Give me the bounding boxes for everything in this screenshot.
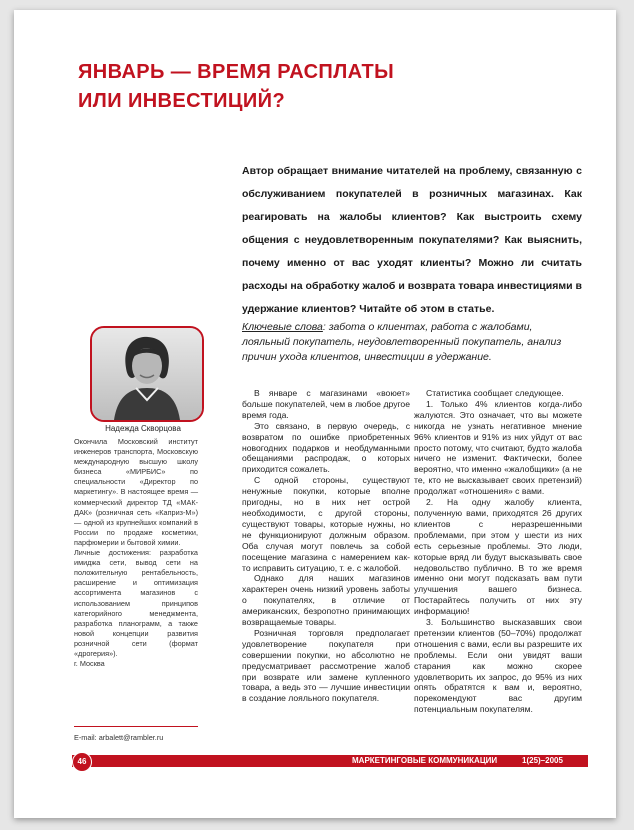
author-bio-education: Окончила Московский институт инженеров транспорта, Московскую международную высшую школу бизнеса «МИРБИС» по специальности «Директор по маркетингу». В настоящее время — коммерческий директор ТД «МАК-ДАК» (розничная сеть «Каприз-М») — одной из крупнейших компаний в России по продаже косметики, парфюмерии и бытовой химии.: [74, 437, 198, 547]
magazine-page: [14, 10, 616, 818]
column-1-paragraph: В январе с магазинами «воюет» больше покупателей, чем в любое другое время года.: [242, 388, 410, 420]
author-name: Надежда Скворцова: [105, 424, 181, 433]
column-1-paragraph: С одной стороны, существуют ненужные покупки, которые вполне пригодны, но в них нет острой необходимости, с другой стороны, существуют товары, которые нужны, но не функционируют должным образом. Оба случая могут повлечь за собой посещение магазина с намерением как-то исправить ситуацию, т. е. с жалобой.: [242, 475, 410, 573]
footer-bar: [72, 755, 588, 767]
article-title: [78, 58, 438, 116]
column-2-paragraph: 3. Большинство высказавших свои претензии клиентов (50–70%) продолжат отношения с вами, если вы разрешите их проблемы. Если они увидят ваши старания как можно скорее удовлетворить их запрос, до 95% из них опять обратятся к вам и, вероятно, порекомендуют вас другим потенциальным покупателям.: [414, 617, 582, 715]
keywords-label: Ключевые слова: [242, 321, 323, 333]
author-email: E-mail: arbalett@rambler.ru: [74, 733, 164, 742]
section-name: МАРКЕТИНГОВЫЕ КОММУНИКАЦИИ: [352, 756, 498, 765]
author-bio-achievements: Личные достижения: разработка имиджа сети, вывод сети на положительную рентабельность, расширение и оптимизация ассортимента магазинов с использованием принципов категорийного менеджмента, разработка планограмм, а также новой концепции развития розничной сети (формат «дрогерия»).: [74, 548, 198, 658]
email-divider: [74, 726, 198, 727]
column-2-paragraph: Статистика сообщает следующее.: [426, 388, 564, 398]
column-1-paragraph: Однако для наших магазинов характерен очень низкий уровень заботы о покупателях, в отличие от американских, безропотно принимающих возвращаемые товары.: [242, 573, 410, 628]
article-column-2: [414, 388, 582, 715]
column-1-paragraph: Розничная торговля предполагает удовлетворение покупателя при совершении покупки, но абсолютно не предусматривает рассмотрение жалоб при возврате или замене купленного товара, а ведь это — лучшие инвестиции в создание лояльного покупателя.: [242, 627, 410, 704]
issue-number: 1(25)–2005: [522, 756, 563, 765]
author-photo: [90, 326, 204, 422]
author-city: г. Москва: [74, 659, 105, 669]
column-1-paragraph: Это связано, в первую очередь, с возвратом по ошибке приобретенных новогодних подарков и необдуманными обещаниями распродаж, о которых приходится сожалеть.: [242, 420, 410, 475]
article-column-1: [242, 388, 410, 704]
title-line-2: ИЛИ ИНВЕСТИЦИЙ?: [78, 90, 286, 112]
lead-paragraph: Автор обращает внимание читателей на проблему, связанную с обслуживанием покупателей в розничных магазинах. Как реагировать на жалобы клиентов? Как выстроить схему общения с неудовлетворенным покупателями? Как выяснить, почему именно от вас уходят клиенты? Можно ли считать расходы на обработку жалоб и возврата товара инвестициями в удержание клиентов? Читайте об этом в статье.: [242, 165, 582, 315]
column-2-paragraph: 2. На одну жалобу клиента, полученную вами, приходятся 26 других клиентов с неразрешенными проблемами, при этом у шести из них есть серьезные проблемы. Это люди, которые вряд ли будут высказывать свое недовольство публично. В то же время именно они могут подсказать вам пути улучшения вашего бизнеса. Постарайтесь получить от них эту информацию!: [414, 497, 582, 617]
column-2-paragraph: 1. Только 4% клиентов когда-либо жалуются. Это означает, что вы можете никогда не узнать негативное мнение 96% клиентов и 91% из них уйдут от вас просто потому, что считают, будто жалоба ничего не изменит. Фактически, более вероятно, что именно «жалобщики» (а не те, кто не высказывает своих претензий) продолжат «отношения» с вами.: [414, 398, 582, 497]
page-number: 46: [72, 752, 92, 772]
author-bio: [74, 437, 198, 669]
title-line-1: ЯНВАРЬ — ВРЕМЯ РАСПЛАТЫ: [78, 61, 395, 83]
keywords: [242, 320, 582, 365]
keywords-text: : забота о клиентах, работа с жалобами, лояльный покупатель, неудовлетворенный покупатель, анализ причин ухода клиентов, инвестиции в удержание.: [242, 321, 562, 363]
